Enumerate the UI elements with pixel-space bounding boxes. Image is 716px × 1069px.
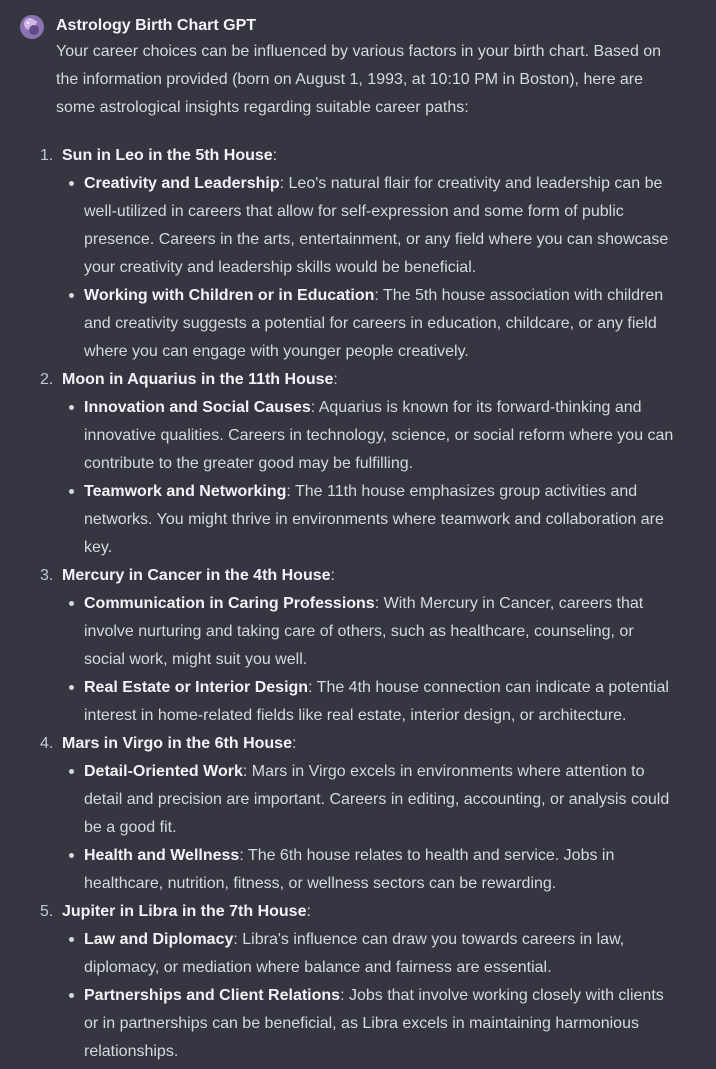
placement-title: Jupiter in Libra in the 7th House xyxy=(62,903,307,920)
placement-colon: : xyxy=(333,371,338,388)
insight-list xyxy=(62,926,676,1066)
list-number: 1. xyxy=(40,147,54,164)
bullet-icon xyxy=(69,993,74,998)
bullet-icon xyxy=(69,489,74,494)
placement-title: Moon in Aquarius in the 11th House xyxy=(62,371,334,388)
insight-text: : Mars in Virgo excels in environments where attention to detail and precision are important. Careers in editing, accounting, or analysis could be a good fit. xyxy=(84,763,670,836)
bullet-icon xyxy=(69,769,74,774)
placement-colon: : xyxy=(291,735,297,752)
message-content xyxy=(40,38,676,1066)
gpt-avatar xyxy=(20,15,44,39)
insight-title: Communication in Caring Professions xyxy=(84,595,375,612)
insight-item xyxy=(84,842,676,898)
insight-text: : Leo's natural flair for creativity and leadership can be well-utilized in careers that allow for self-expression and some form of public presence. Careers in the arts, entertainment, or any field where you can showcase your creativity and leadership skills would be beneficial. xyxy=(84,175,669,276)
placement-title: Mars in Virgo in the 6th House xyxy=(62,735,292,752)
insight-item xyxy=(84,282,676,366)
placement-title: Mercury in Cancer in the 4th House xyxy=(62,567,331,584)
insight-title: Law and Diplomacy xyxy=(84,931,234,948)
insight-title: Teamwork and Networking xyxy=(84,483,287,500)
bullet-icon xyxy=(69,937,74,942)
insight-text: : The 6th house relates to health and service. Jobs in healthcare, nutrition, fitness, or wellness sectors can be rewarding. xyxy=(84,847,615,892)
insight-text: : With Mercury in Cancer, careers that involve nurturing and taking care of others, such as healthcare, counseling, or social work, might suit you well. xyxy=(84,595,644,668)
insight-title: Innovation and Social Causes xyxy=(84,399,311,416)
insight-item xyxy=(84,926,676,982)
placement-heading xyxy=(62,366,676,394)
insight-text: : The 4th house connection can indicate a potential interest in home-related fields like real estate, interior design, or architecture. xyxy=(84,679,669,724)
list-number: 5. xyxy=(40,903,54,920)
insight-list xyxy=(62,394,676,562)
placement-colon: : xyxy=(330,567,335,584)
insight-title: Partnerships and Client Relations xyxy=(84,987,341,1004)
insight-text: : Jobs that involve working closely with clients or in partnerships can be beneficial, as Libra excels in maintaining harmonious relationships. xyxy=(84,987,664,1060)
placement-heading xyxy=(62,142,676,170)
bullet-icon xyxy=(69,601,74,606)
placement-item xyxy=(40,366,676,562)
placement-heading xyxy=(62,562,676,590)
insight-title: Real Estate or Interior Design xyxy=(84,679,309,696)
placement-item xyxy=(40,730,676,898)
insight-text: : The 11th house emphasizes group activities and networks. You might thrive in environments where teamwork and collaboration are key. xyxy=(84,483,664,556)
insight-title: Creativity and Leadership xyxy=(84,175,280,192)
placement-item xyxy=(40,898,676,1066)
insight-item xyxy=(84,590,676,674)
insight-title: Health and Wellness xyxy=(84,847,240,864)
list-number: 3. xyxy=(40,567,54,584)
insight-list xyxy=(62,590,676,730)
insight-list xyxy=(62,170,676,366)
insight-text: : The 5th house association with children and creativity suggests a potential for careers in education, childcare, or any field where you can engage with younger people creatively. xyxy=(84,287,664,360)
bullet-icon xyxy=(69,293,74,298)
bullet-icon xyxy=(69,685,74,690)
placement-title: Sun in Leo in the 5th House xyxy=(62,147,273,164)
list-number: 4. xyxy=(40,735,54,752)
message-author: Astrology Birth Chart GPT xyxy=(56,17,257,34)
avatar-icon xyxy=(20,15,44,39)
insight-item xyxy=(84,758,676,842)
insight-title: Detail-Oriented Work xyxy=(84,763,243,780)
insight-item xyxy=(84,674,676,730)
insight-text: : Aquarius is known for its forward-thinking and innovative qualities. Careers in technology, science, or social reform where you can contribute to the greater good may be fulfilling. xyxy=(84,399,674,472)
placement-list xyxy=(40,142,676,1066)
placement-heading xyxy=(62,730,676,758)
insight-title: Working with Children or in Education xyxy=(84,287,375,304)
placement-colon: : xyxy=(272,147,278,164)
intro-paragraph: Your career choices can be influenced by various factors in your birth chart. Based on the information provided (born on August 1, 1993, at 10:10 PM in Boston), here are some astrological insights regarding suitable career paths: xyxy=(56,43,662,116)
placement-item xyxy=(40,562,676,730)
placement-heading xyxy=(62,898,676,926)
placement-item xyxy=(40,142,676,366)
insight-item xyxy=(84,170,676,282)
insight-item xyxy=(84,478,676,562)
list-number: 2. xyxy=(40,371,54,388)
insight-list xyxy=(62,758,676,898)
insight-item xyxy=(84,394,676,478)
bullet-icon xyxy=(69,853,74,858)
bullet-icon xyxy=(69,405,74,410)
placement-colon: : xyxy=(306,903,311,920)
bullet-icon xyxy=(69,181,74,186)
insight-item xyxy=(84,982,676,1066)
insight-text: : Libra's influence can draw you towards careers in law, diplomacy, or mediation where balance and fairness are essential. xyxy=(84,931,625,976)
